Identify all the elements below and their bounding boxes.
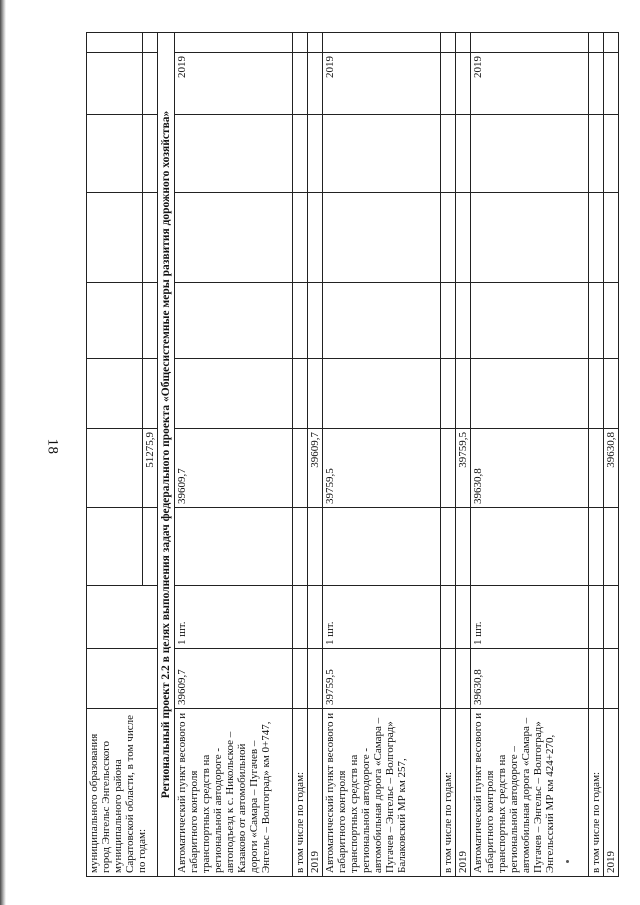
cell-item1-year: 2019 xyxy=(175,53,293,115)
cell-item3-year2: 2019 xyxy=(604,709,619,877)
program-table xyxy=(86,32,619,877)
cell-item3-fin2: 39630,8 xyxy=(604,429,619,508)
page-number: 18 xyxy=(44,438,61,455)
cell-item3-fin: 39630,8 xyxy=(471,429,589,508)
cell-item3-sub: в том числе по годам: xyxy=(589,709,604,877)
cell-item2-cost: 39759,5 xyxy=(323,649,441,709)
cell-item1-fin2: 39609,7 xyxy=(308,429,323,508)
cell-item1-cost: 39609,7 xyxy=(175,649,293,709)
table-row-item3-sub xyxy=(589,33,604,877)
table-row-item3-year xyxy=(604,33,619,877)
cell-item1-text: Автоматический пункт весового и габаритного контроля транспортных средств на региональной автодороге - автоподъезд к с. Никольское – Казаково от автомобильной дороги «Самара – Пугачев – Энгельс – Волгоград» км 0+747, xyxy=(175,709,293,877)
cell-item3-qty: 1 шт. xyxy=(471,586,589,649)
table-row-item1 xyxy=(175,33,293,877)
cell-item2-year: 2019 xyxy=(323,53,441,115)
cell-item1-fin: 39609,7 xyxy=(175,429,293,508)
section-header-row xyxy=(158,33,175,877)
table-row-item3 xyxy=(471,33,589,877)
cell-item1-year2: 2019 xyxy=(308,709,323,877)
rotated-table-content xyxy=(86,45,617,877)
scan-edge-shadow xyxy=(0,0,6,905)
cell-item2-sub: в том числе по годам: xyxy=(441,709,456,877)
cell-item2-fin2: 39759,5 xyxy=(456,429,471,508)
cell-item2-qty: 1 шт. xyxy=(323,586,441,649)
cell-item3-text: Автоматический пункт весового и габаритного контроля транспортных средств на региональной автодороге – автомобильная дорога «Самара – Пугачев – Энгельс – Волгоград» Энгельсский МР км 424+270, xyxy=(471,709,589,877)
rotated-table-frame xyxy=(86,45,617,877)
table-row-item1-sub xyxy=(293,33,308,877)
cell-item1-qty: 1 шт. xyxy=(175,586,293,649)
scan-speck xyxy=(566,860,569,863)
table-row-muni xyxy=(87,33,143,877)
cell-item1-sub: в том числе по годам: xyxy=(293,709,308,877)
cell-item2-year2: 2019 xyxy=(456,709,471,877)
cell-item2-fin: 39759,5 xyxy=(323,429,441,508)
table-row-item2-year xyxy=(456,33,471,877)
cell-item3-cost: 39630,8 xyxy=(471,649,589,709)
table-row-item1-year xyxy=(308,33,323,877)
section-title: Региональный проект 2.2 в целях выполнения задач федерального проекта «Общесистемные меры развития дорожного хозяйства» xyxy=(158,33,175,877)
table-row-item2-sub xyxy=(441,33,456,877)
table-row-item2 xyxy=(323,33,441,877)
cell-muni-sum: 51275,9 xyxy=(143,429,158,508)
cell-item2-text: Автоматический пункт весового и габаритного контроля транспортных средств на региональной автодороге - автомобильная дорога «Самара – Пугачев – Энгельс – Волгоград» Балаковский МР км 257, xyxy=(323,709,441,877)
cell-item3-year: 2019 xyxy=(471,53,589,115)
cell-muni-text: муниципального образования город Энгельс Энгельсского муниципального района Саратовской области, в том числе по годам: xyxy=(87,709,158,877)
